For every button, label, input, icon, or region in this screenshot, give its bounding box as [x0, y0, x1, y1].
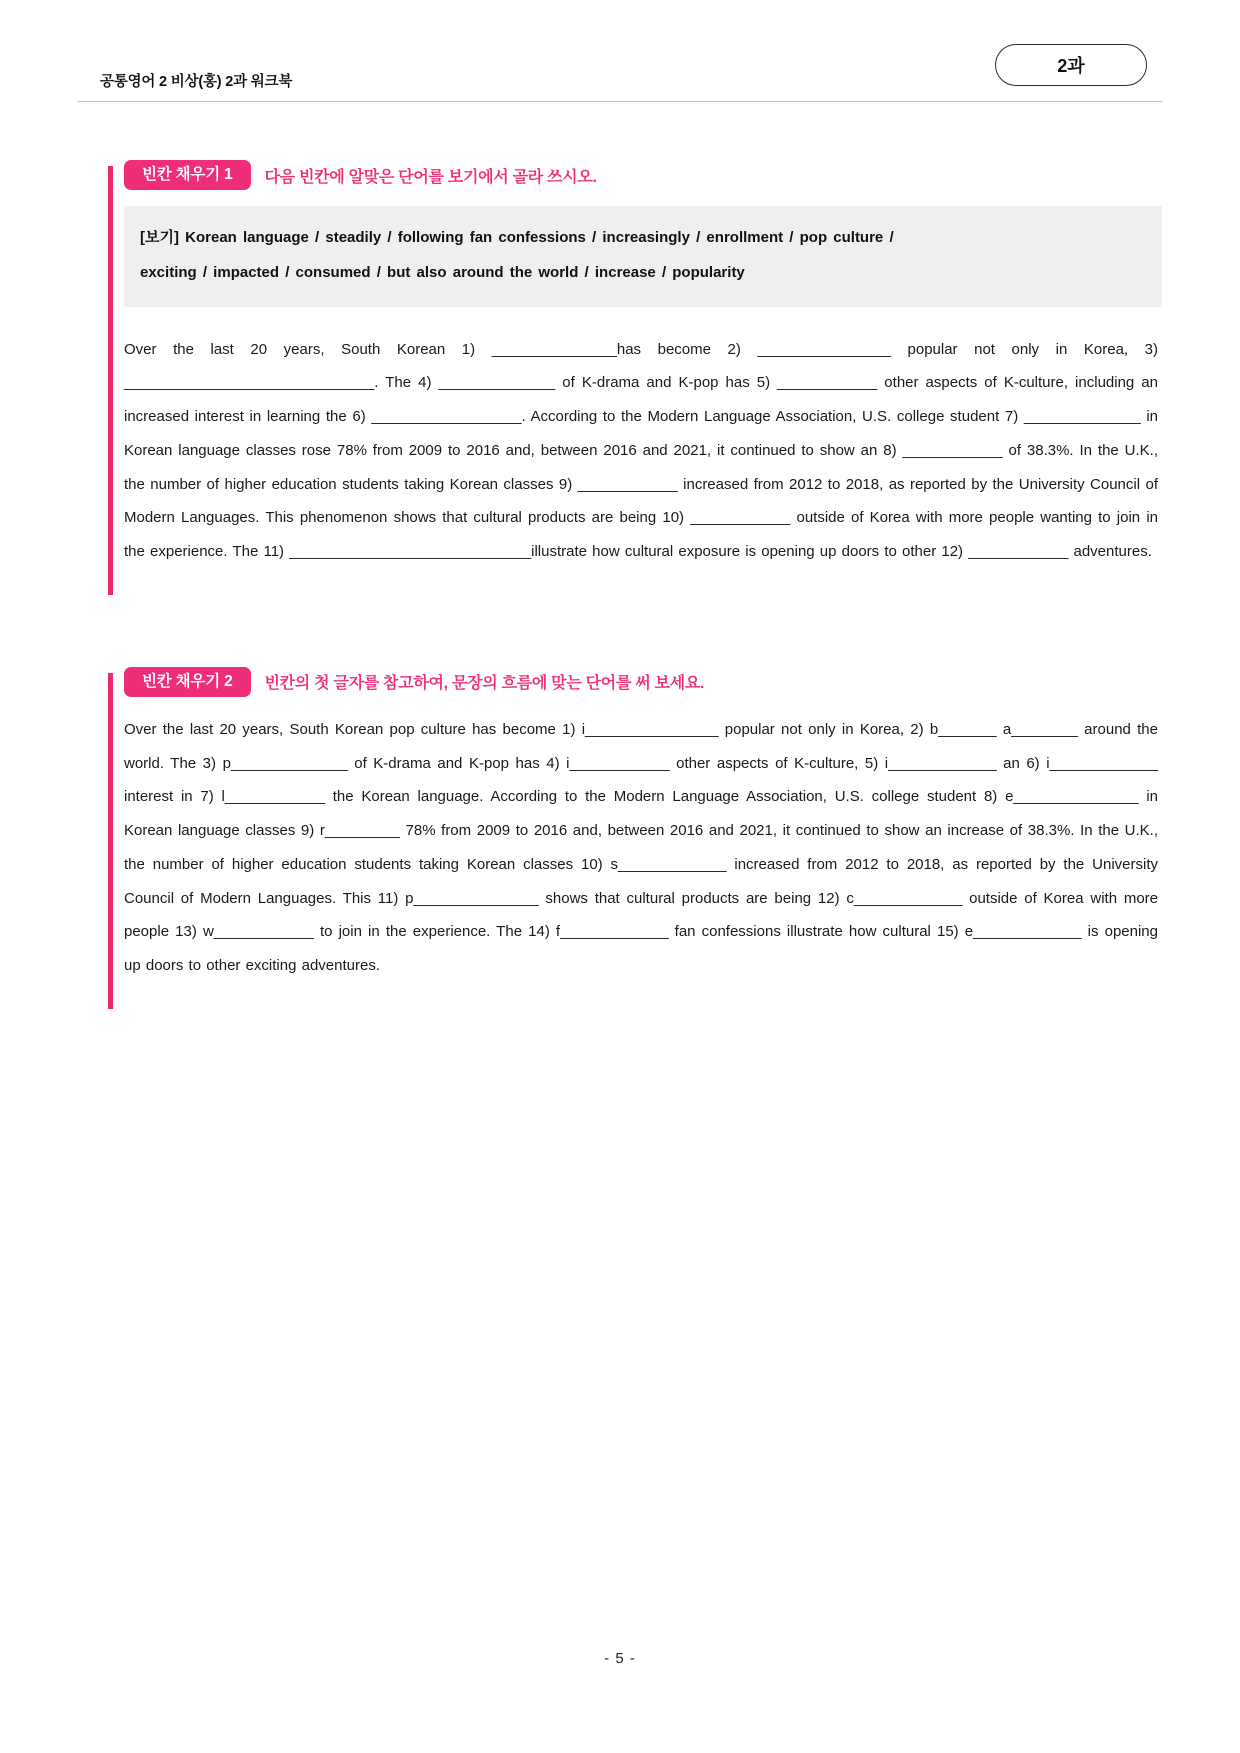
section-2-passage: Over the last 20 years, South Korean pop culture has become 1) i________________ popular not only in Korea, 2) b_______ a________ around the world. The 3) p______________ of K-drama and K-pop has 4) i____________ other aspects of K-culture, 5) i_____________ an 6) i_____________ interest in 7) l____________ the Korean language. According to the Modern Language Association, U.S. college student 8) e_______________ in Korean language classes 9) r_________ 78% from 2009 to 2016 and, between 2016 and 2021, it continued to show an increase of 38.3%. In the U.K., the number of higher education students taking Korean classes 10) s_____________ increased from 2012 to 2018, as reported by the University Council of Modern Languages. This 11) p_______________ shows that cultural products are being 12) c_____________ outside of Korea with more people 13) w____________ to join in the experience. The 14) f_____________ fan confessions illustrate how cultural 15) e_____________ is opening up doors to other exciting adventures.: [124, 720, 1158, 975]
page-header: [0, 0, 1240, 108]
section-accent-bar: [108, 673, 113, 1009]
section-1-passage: Over the last 20 years, South Korean 1) _______________has become 2) ________________ popular not only in Korea, 3) ______________________________. The 4) ______________ of K-drama and K-pop has 5) ____________ other aspects of K-culture, including an increased interest in learning the 6) __________________. According to the Modern Language Association, U.S. college student 7) ______________ in Korean language classes rose 78% from 2009 to 2016 and, between 2016 and 2021, it continued to show an 8) ____________ of 38.3%. In the U.K., the number of higher education students taking Korean classes 9) ____________ increased from 2012 to 2018, as reported by the University Council of Modern Languages. This phenomenon shows that cultural products are being 10) ____________ outside of Korea with more people wanting to join in the experience. The 11) _____________________________illustrate how cultural exposure is opening up doors to other 12) ____________ adventures.: [124, 340, 1158, 561]
word-bank-label: [보기]: [140, 229, 179, 247]
lesson-badge: 2과: [995, 44, 1147, 86]
section-1-instruction: 다음 빈칸에 알맞은 단어를 보기에서 골라 쓰시오.: [264, 168, 597, 186]
word-bank-line-1: [140, 220, 1146, 255]
section-1-header: [110, 160, 1162, 190]
word-bank-box: [124, 206, 1162, 307]
section-2-header: [110, 667, 1162, 697]
header-divider: [78, 101, 1162, 102]
section-2-chip: 빈칸 채우기 2: [124, 667, 251, 697]
section-2-instruction: 빈칸의 첫 글자를 참고하여, 문장의 흐름에 맞는 단어를 써 보세요.: [264, 675, 705, 693]
section-1-chip: 빈칸 채우기 1: [124, 160, 251, 190]
word-bank-words-line-1: Korean language / steadily / following fan confessions / increasingly / enrollment / pop culture /: [185, 229, 894, 247]
page-number: - 5 -: [604, 1650, 636, 1667]
word-bank-line-2: exciting / impacted / consumed / but also around the world / increase / popularity: [140, 264, 745, 282]
workbook-title: 공통영어 2 비상(홍) 2과 워크북: [100, 74, 293, 90]
section-accent-bar: [108, 166, 113, 595]
worksheet-content: [0, 160, 1240, 1009]
section-fill-in-the-blank-1: [78, 160, 1162, 595]
section-fill-in-the-blank-2: [78, 667, 1162, 1009]
